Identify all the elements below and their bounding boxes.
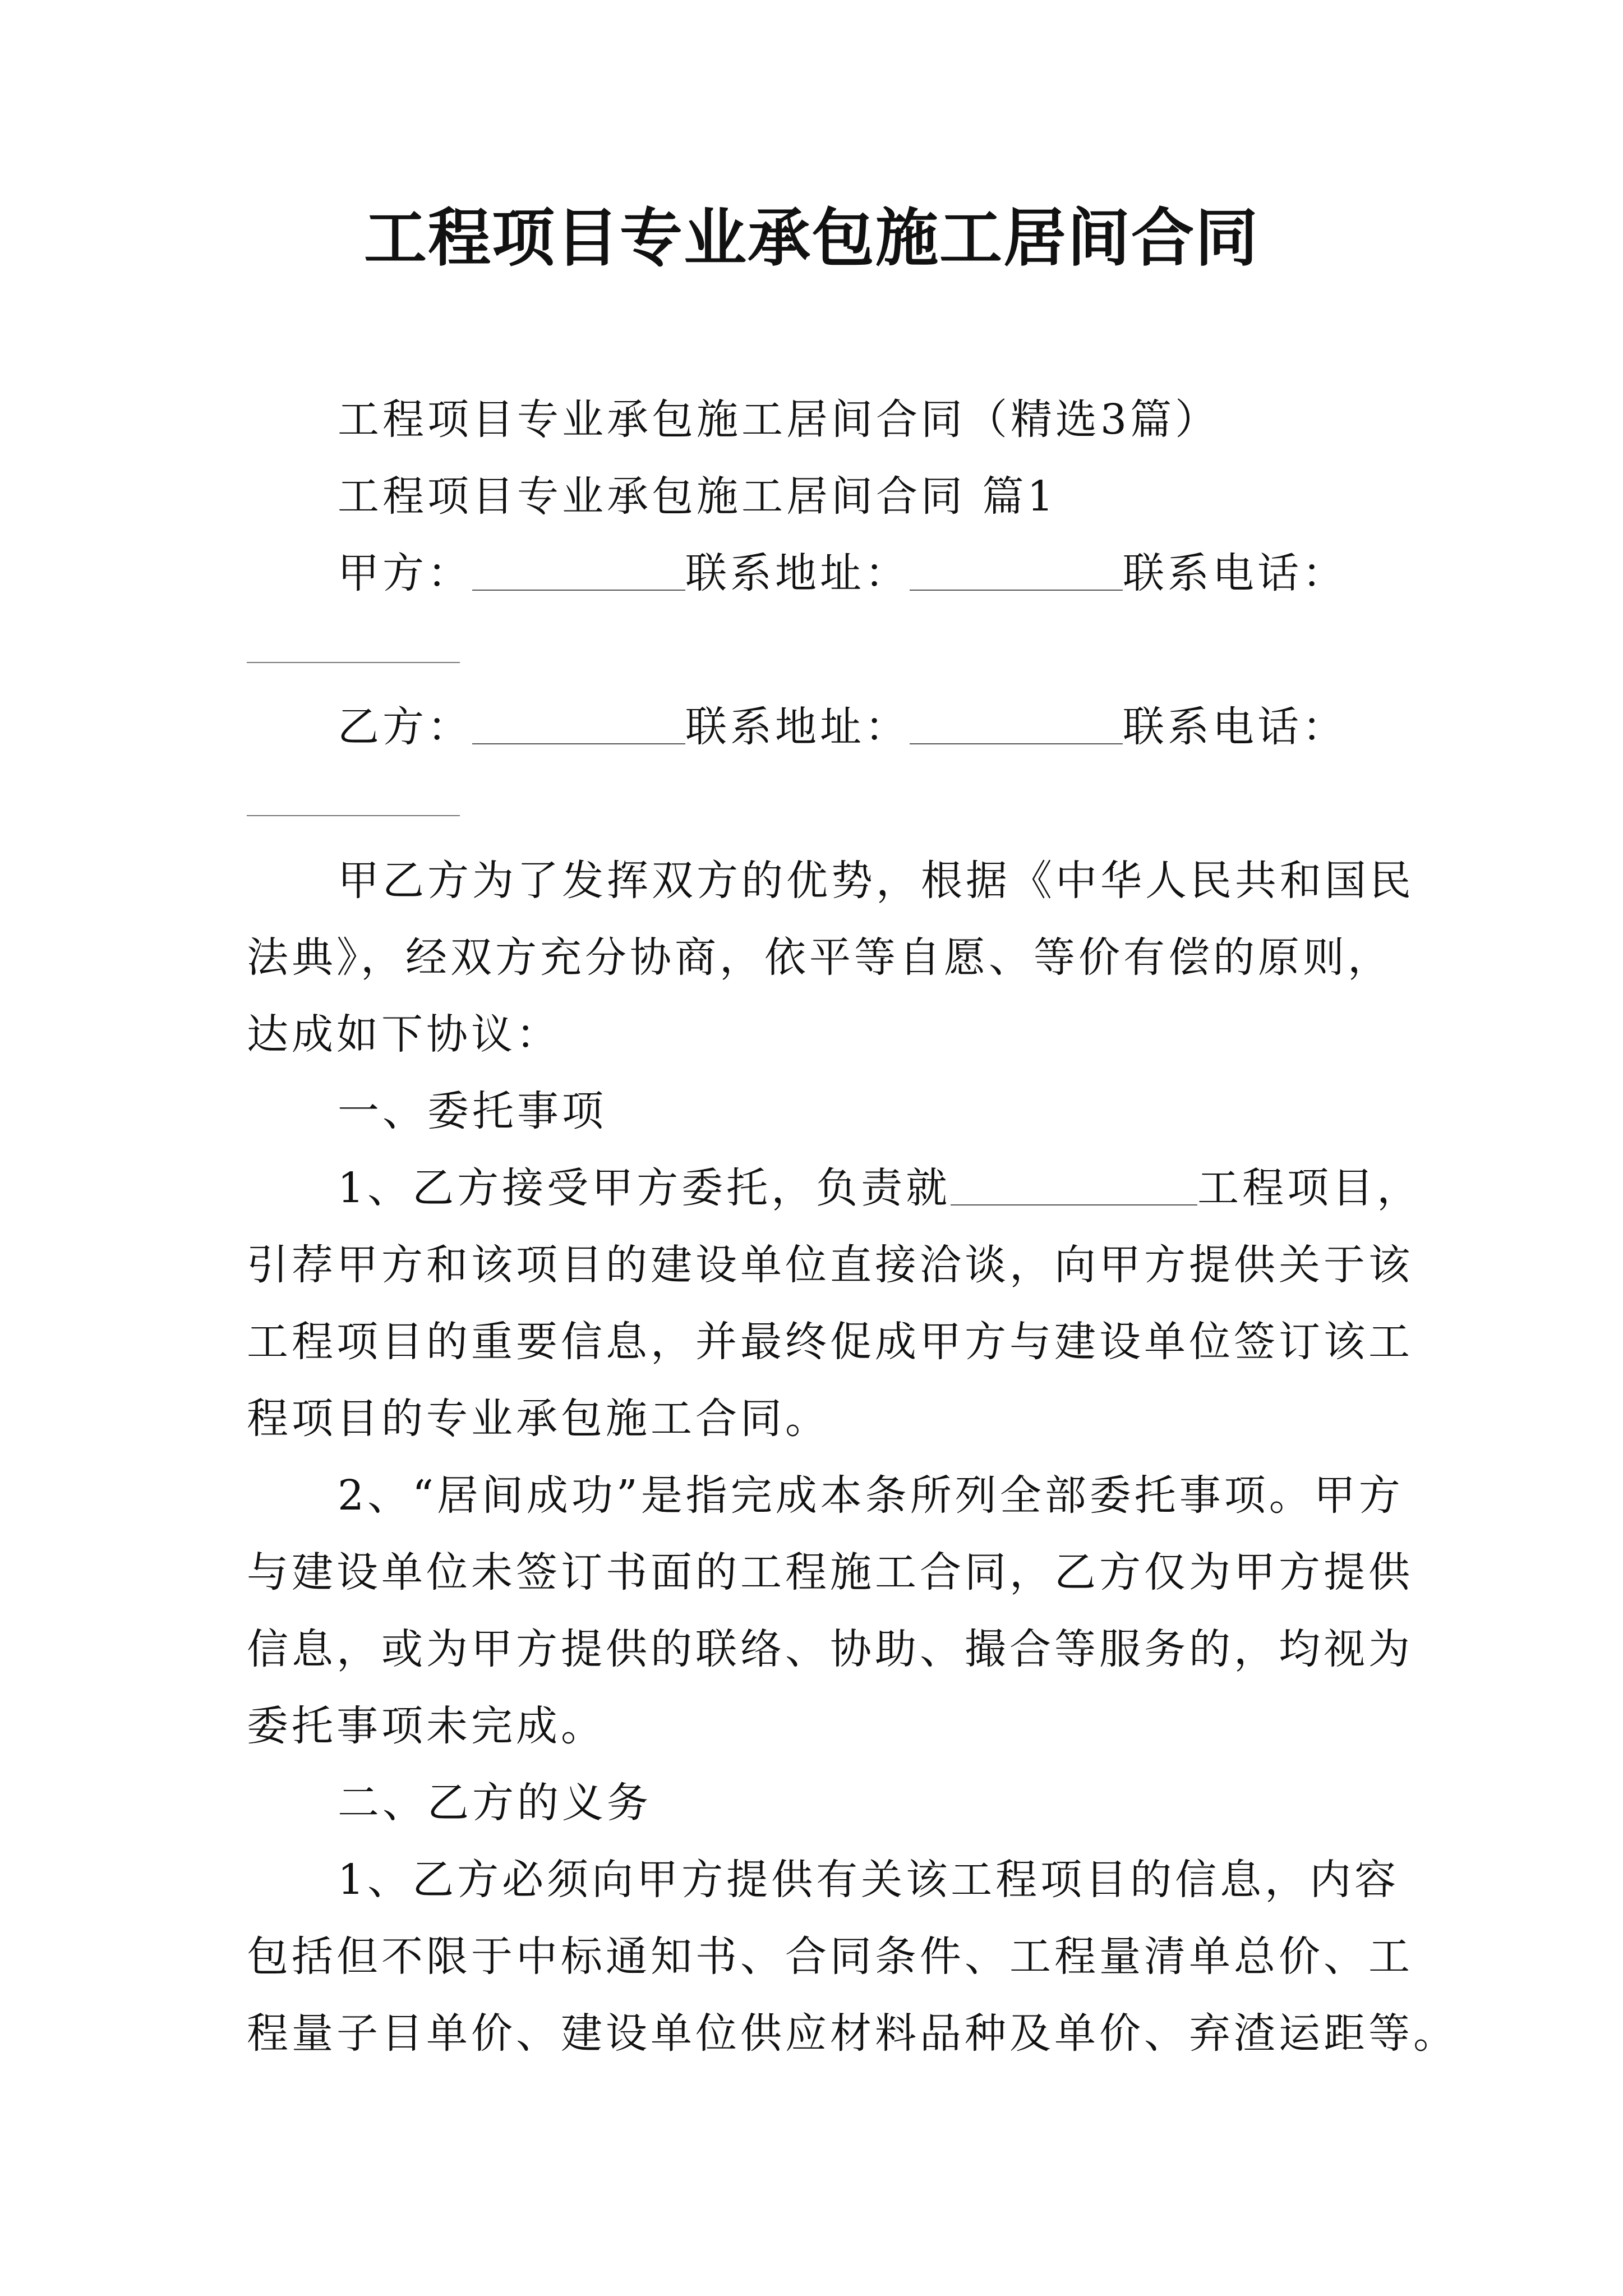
party-a-address-blank [910, 550, 1123, 591]
clause-1-1-line-2: 引荐甲方和该项目的建设单位直接洽谈，向甲方提供关于该 [247, 1241, 1413, 1289]
party-a-address-label: 联系地址： [685, 549, 910, 597]
clause-1-2-line-1: 2、“居间成功”是指完成本条所列全部委托事项。甲方 [338, 1471, 1404, 1520]
party-b-line [338, 689, 1493, 766]
heading-party-b-obligations: 二、乙方的义务 [338, 1779, 652, 1827]
clause-1-1-first-line [338, 1150, 1493, 1227]
party-a-name-blank [472, 550, 685, 591]
party-a-phone-label: 联系电话： [1123, 549, 1347, 597]
party-b-address-blank [910, 704, 1123, 744]
clause-1-1-suffix: 工程项目， [1197, 1164, 1422, 1212]
clause-1-1-prefix: 1、乙方接受甲方委托，负责就 [338, 1164, 951, 1212]
document-title: 工程项目专业承包施工居间合同 [364, 202, 1259, 275]
intro-line-3: 达成如下协议： [247, 1010, 561, 1059]
intro-line-1: 甲乙方为了发挥双方的优势，根据《中华人民共和国民 [338, 857, 1414, 905]
clause-2-1-line-2: 包括但不限于中标通知书、合同条件、工程量清单总价、工 [247, 1932, 1413, 1981]
party-b-phone-blank [247, 815, 460, 816]
intro-line-2: 法典》，经双方充分协商，依平等自愿、等价有偿的原则， [247, 933, 1393, 982]
party-a-line [338, 535, 1493, 612]
clause-1-2-line-3: 信息，或为甲方提供的联络、协助、撮合等服务的，均视为 [247, 1625, 1413, 1673]
party-a-label: 甲方： [338, 549, 472, 597]
party-b-address-label: 联系地址： [685, 703, 910, 751]
clause-2-1-line-3: 程量子目单价、建设单位供应材料品种及单价、弃渣运距等。 [247, 2009, 1458, 2058]
clause-1-1-line-4: 程项目的专业承包施工合同。 [247, 1395, 830, 1443]
party-b-phone-label: 联系电话： [1123, 703, 1347, 751]
party-b-name-blank [472, 704, 685, 744]
party-b-label: 乙方： [338, 703, 472, 751]
clause-1-1-line-3: 工程项目的重要信息，并最终促成甲方与建设单位签订该工 [247, 1318, 1413, 1366]
document-subtitle: 工程项目专业承包施工居间合同（精选3篇） [338, 395, 1220, 444]
clause-1-2-line-4: 委托事项未完成。 [247, 1702, 606, 1750]
clause-1-2-line-2: 与建设单位未签订书面的工程施工合同，乙方仅为甲方提供 [247, 1548, 1413, 1596]
clause-2-1-line-1: 1、乙方必须向甲方提供有关该工程项目的信息，内容 [338, 1856, 1400, 1904]
heading-entrusted-matters: 一、委托事项 [338, 1087, 607, 1135]
party-a-phone-blank [247, 662, 460, 663]
section-heading: 工程项目专业承包施工居间合同 篇1 [338, 472, 1057, 521]
project-name-blank [951, 1165, 1197, 1205]
